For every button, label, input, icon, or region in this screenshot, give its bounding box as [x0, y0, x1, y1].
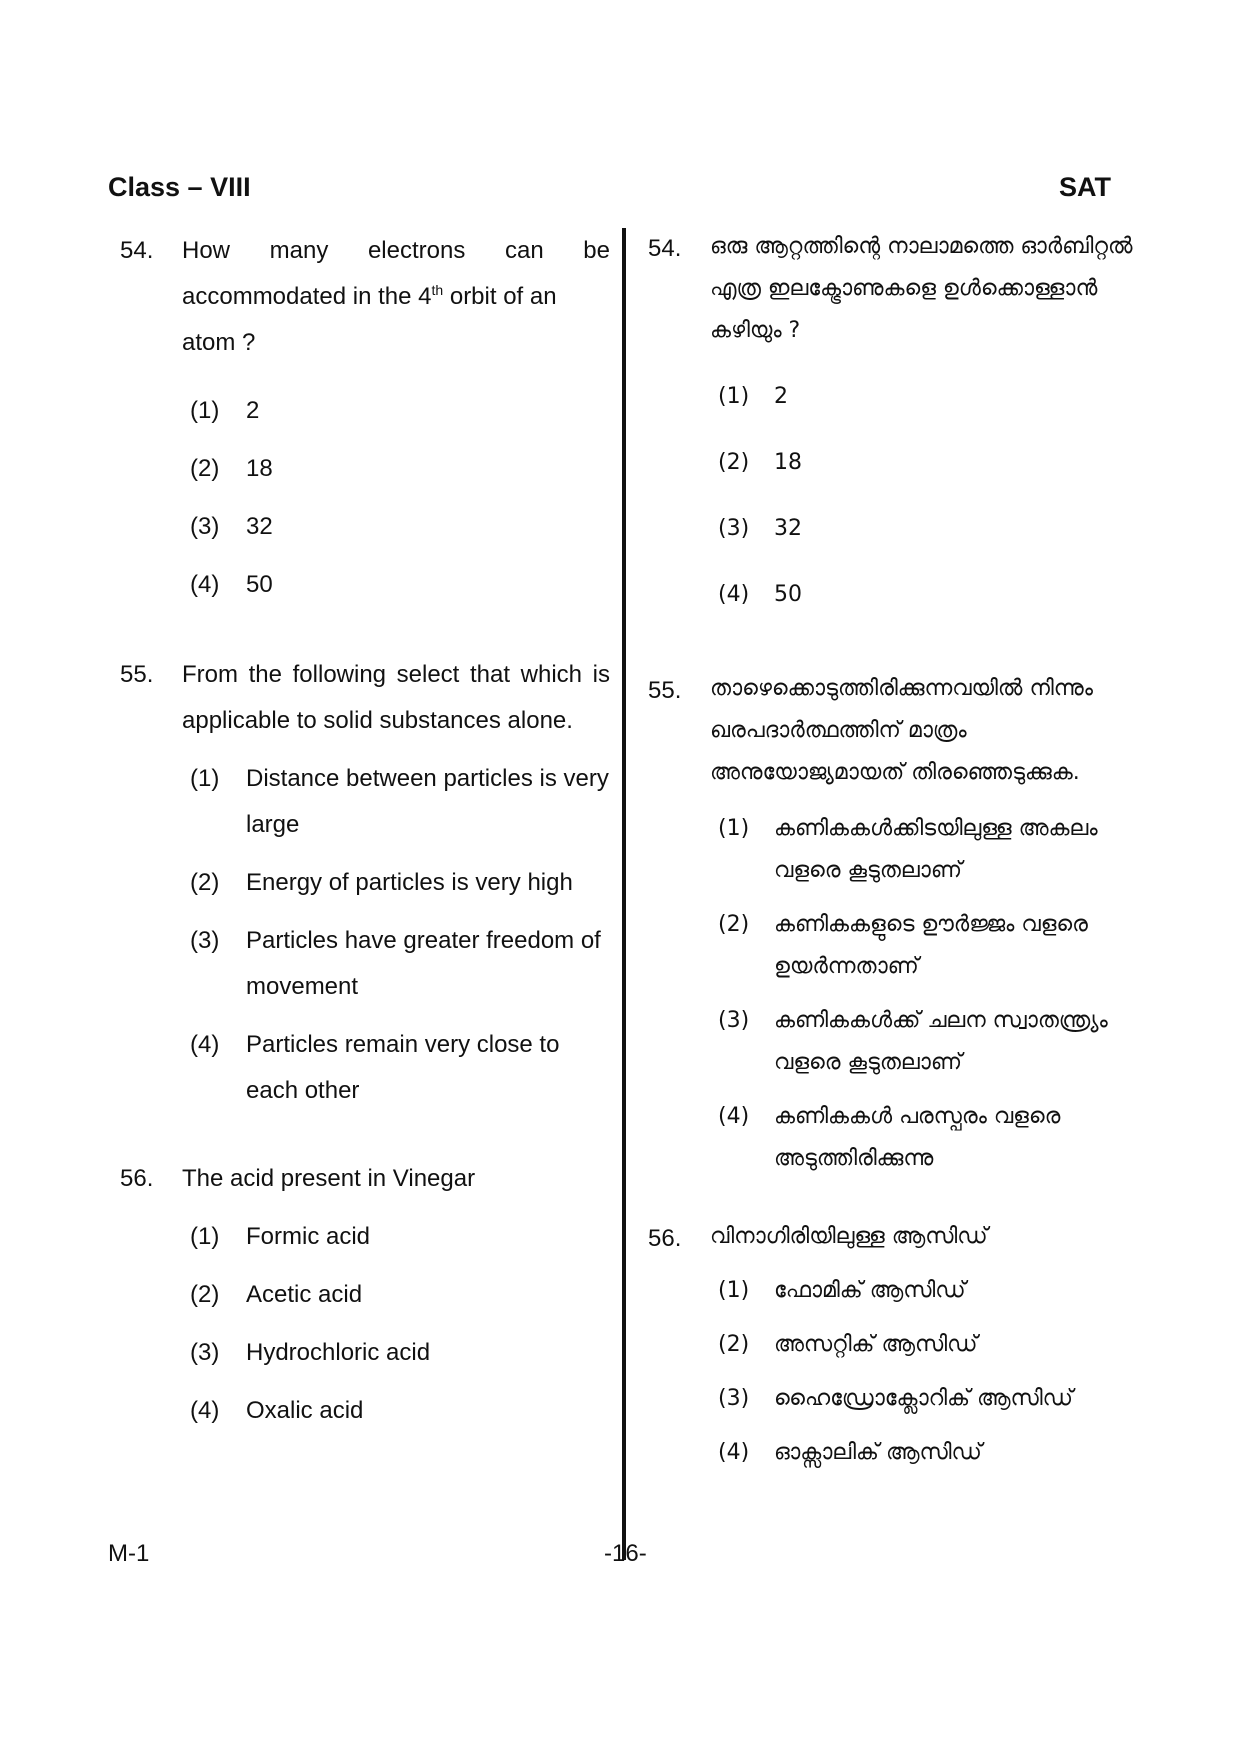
option — [190, 1022, 610, 1114]
question-text-pre: accommodated in the 4 — [182, 283, 432, 310]
malayalam-column — [648, 226, 1138, 1474]
question-text: ഒരു ആറ്റത്തിന്റെ നാലാമത്തെ ഓർബിറ്റൽ എത്ര ഇലക്ട്രോണുകളെ ഉൾക്കൊള്ളാൻ കഴിയും ? — [710, 234, 1133, 343]
option-text: കണികകൾക്ക് ചലന സ്വാതന്ത്ര്യം വളരെ കൂടുതലാണ് — [774, 1008, 1108, 1075]
option-text: കണികകൾ പരസ്പരം വളരെ അടുത്തിരിക്കുന്നു — [774, 1104, 1061, 1171]
option-text: Formic acid — [246, 1223, 371, 1250]
option — [718, 376, 1138, 418]
option-number: (1) — [190, 397, 220, 424]
column-divider — [622, 228, 626, 1560]
question-number: 55. — [120, 661, 154, 688]
english-column — [120, 228, 610, 1434]
question-text-line1: How many electrons can be — [182, 237, 610, 264]
question-56-ml — [648, 1216, 1138, 1474]
option-number: (1) — [718, 816, 750, 841]
option-text: Energy of particles is very high — [246, 869, 573, 896]
option-text: Hydrochloric acid — [246, 1339, 431, 1366]
option-text: Acetic acid — [246, 1281, 363, 1308]
option-text: 50 — [246, 571, 273, 598]
option-text: Particles remain very close to each other — [246, 1031, 560, 1104]
question-text — [182, 274, 610, 366]
option-text: ഓക്സാലിക് ആസിഡ് — [774, 1440, 982, 1465]
option-text: 2 — [246, 397, 260, 424]
option-number: (3) — [190, 1339, 220, 1366]
option — [190, 562, 610, 608]
question-number: 56. — [120, 1165, 154, 1192]
option-list — [182, 756, 610, 1114]
option-number: (3) — [718, 516, 750, 541]
option — [718, 1378, 1138, 1420]
option — [190, 446, 610, 492]
option-number: (1) — [718, 384, 750, 409]
option-number: (4) — [190, 1397, 220, 1424]
option-list — [710, 808, 1138, 1180]
class-label: Class – VIII — [108, 172, 251, 202]
option-number: (2) — [190, 1281, 220, 1308]
question-text: വിനാഗിരിയിലുള്ള ആസിഡ് — [710, 1224, 988, 1249]
option — [718, 1324, 1138, 1366]
option-text: 18 — [774, 450, 802, 475]
exam-label: SAT — [1059, 172, 1111, 202]
option — [190, 1388, 610, 1434]
option-number: (4) — [718, 582, 750, 607]
option-list — [710, 1270, 1138, 1474]
option-number: (4) — [718, 1440, 750, 1465]
option-text: Distance between particles is very large — [246, 765, 609, 838]
option-number: (2) — [718, 450, 750, 475]
question-number: 56. — [648, 1225, 682, 1252]
option-number: (4) — [718, 1104, 750, 1129]
option — [190, 1330, 610, 1376]
option-number: (2) — [190, 455, 220, 482]
option-number: (1) — [190, 1223, 220, 1250]
question-55-ml — [648, 668, 1138, 1180]
question-number: 55. — [648, 677, 682, 704]
question-54-en — [120, 228, 610, 608]
question-text-post: orbit of an atom ? — [182, 283, 557, 356]
option-text: 50 — [774, 582, 802, 607]
option — [190, 860, 610, 906]
option-text: 18 — [246, 455, 273, 482]
question-56-en — [120, 1156, 610, 1434]
option-list — [182, 388, 610, 608]
option-text: അസറ്റിക് ആസിഡ് — [774, 1332, 978, 1357]
option-number: (1) — [190, 765, 220, 792]
option — [718, 1432, 1138, 1474]
page-number: -16- — [604, 1540, 647, 1567]
option — [190, 504, 610, 550]
option — [190, 1272, 610, 1318]
option-number: (2) — [190, 869, 220, 896]
question-number: 54. — [648, 235, 682, 262]
option-number: (2) — [718, 1332, 750, 1357]
option — [718, 1096, 1138, 1180]
question-55-en — [120, 652, 610, 1114]
option-text: Particles have greater freedom of movement — [246, 927, 601, 1000]
option-number: (3) — [718, 1008, 750, 1033]
option — [190, 918, 610, 1010]
option — [718, 1270, 1138, 1312]
option-text: കണികകൾക്കിടയിലുള്ള അകലം വളരെ കൂടുതലാണ് — [774, 816, 1098, 883]
option — [718, 808, 1138, 892]
option — [190, 1214, 610, 1260]
option-number: (3) — [190, 513, 220, 540]
paper-code: M-1 — [108, 1540, 150, 1567]
option-text: 32 — [774, 516, 802, 541]
option-text: 2 — [774, 384, 788, 409]
option-number: (3) — [718, 1386, 750, 1411]
option-text: ഹൈഡ്രോക്ലോറിക് ആസിഡ് — [774, 1386, 1074, 1411]
option-text: കണികകളുടെ ഊർജ്ജം വളരെ ഉയർന്നതാണ് — [774, 912, 1088, 979]
option — [718, 442, 1138, 484]
question-text: The acid present in Vinegar — [182, 1165, 476, 1192]
option-text: Oxalic acid — [246, 1397, 364, 1424]
question-number: 54. — [120, 237, 154, 264]
option-number: (3) — [190, 927, 220, 954]
option — [190, 388, 610, 434]
option-number: (4) — [190, 1031, 220, 1058]
option-text: ഫോമിക് ആസിഡ് — [774, 1278, 966, 1303]
question-54-ml — [648, 226, 1138, 616]
option-number: (4) — [190, 571, 220, 598]
question-text: From the following select that which is applicable to solid substances alone. — [182, 661, 610, 734]
question-text: താഴെക്കൊടുത്തിരിക്കുന്നവയിൽ നിന്നും ഖരപദാർത്ഥത്തിന് മാത്രം അനുയോജ്യമായത് തിരഞ്ഞെടുക്കുക. — [710, 676, 1093, 785]
option-text: 32 — [246, 513, 273, 540]
option-number: (1) — [718, 1278, 750, 1303]
option — [190, 756, 610, 848]
option-list — [710, 376, 1138, 616]
option-list — [182, 1214, 610, 1434]
superscript: th — [431, 282, 444, 298]
option-number: (2) — [718, 912, 750, 937]
option — [718, 904, 1138, 988]
option — [718, 574, 1138, 616]
option — [718, 1000, 1138, 1084]
option — [718, 508, 1138, 550]
